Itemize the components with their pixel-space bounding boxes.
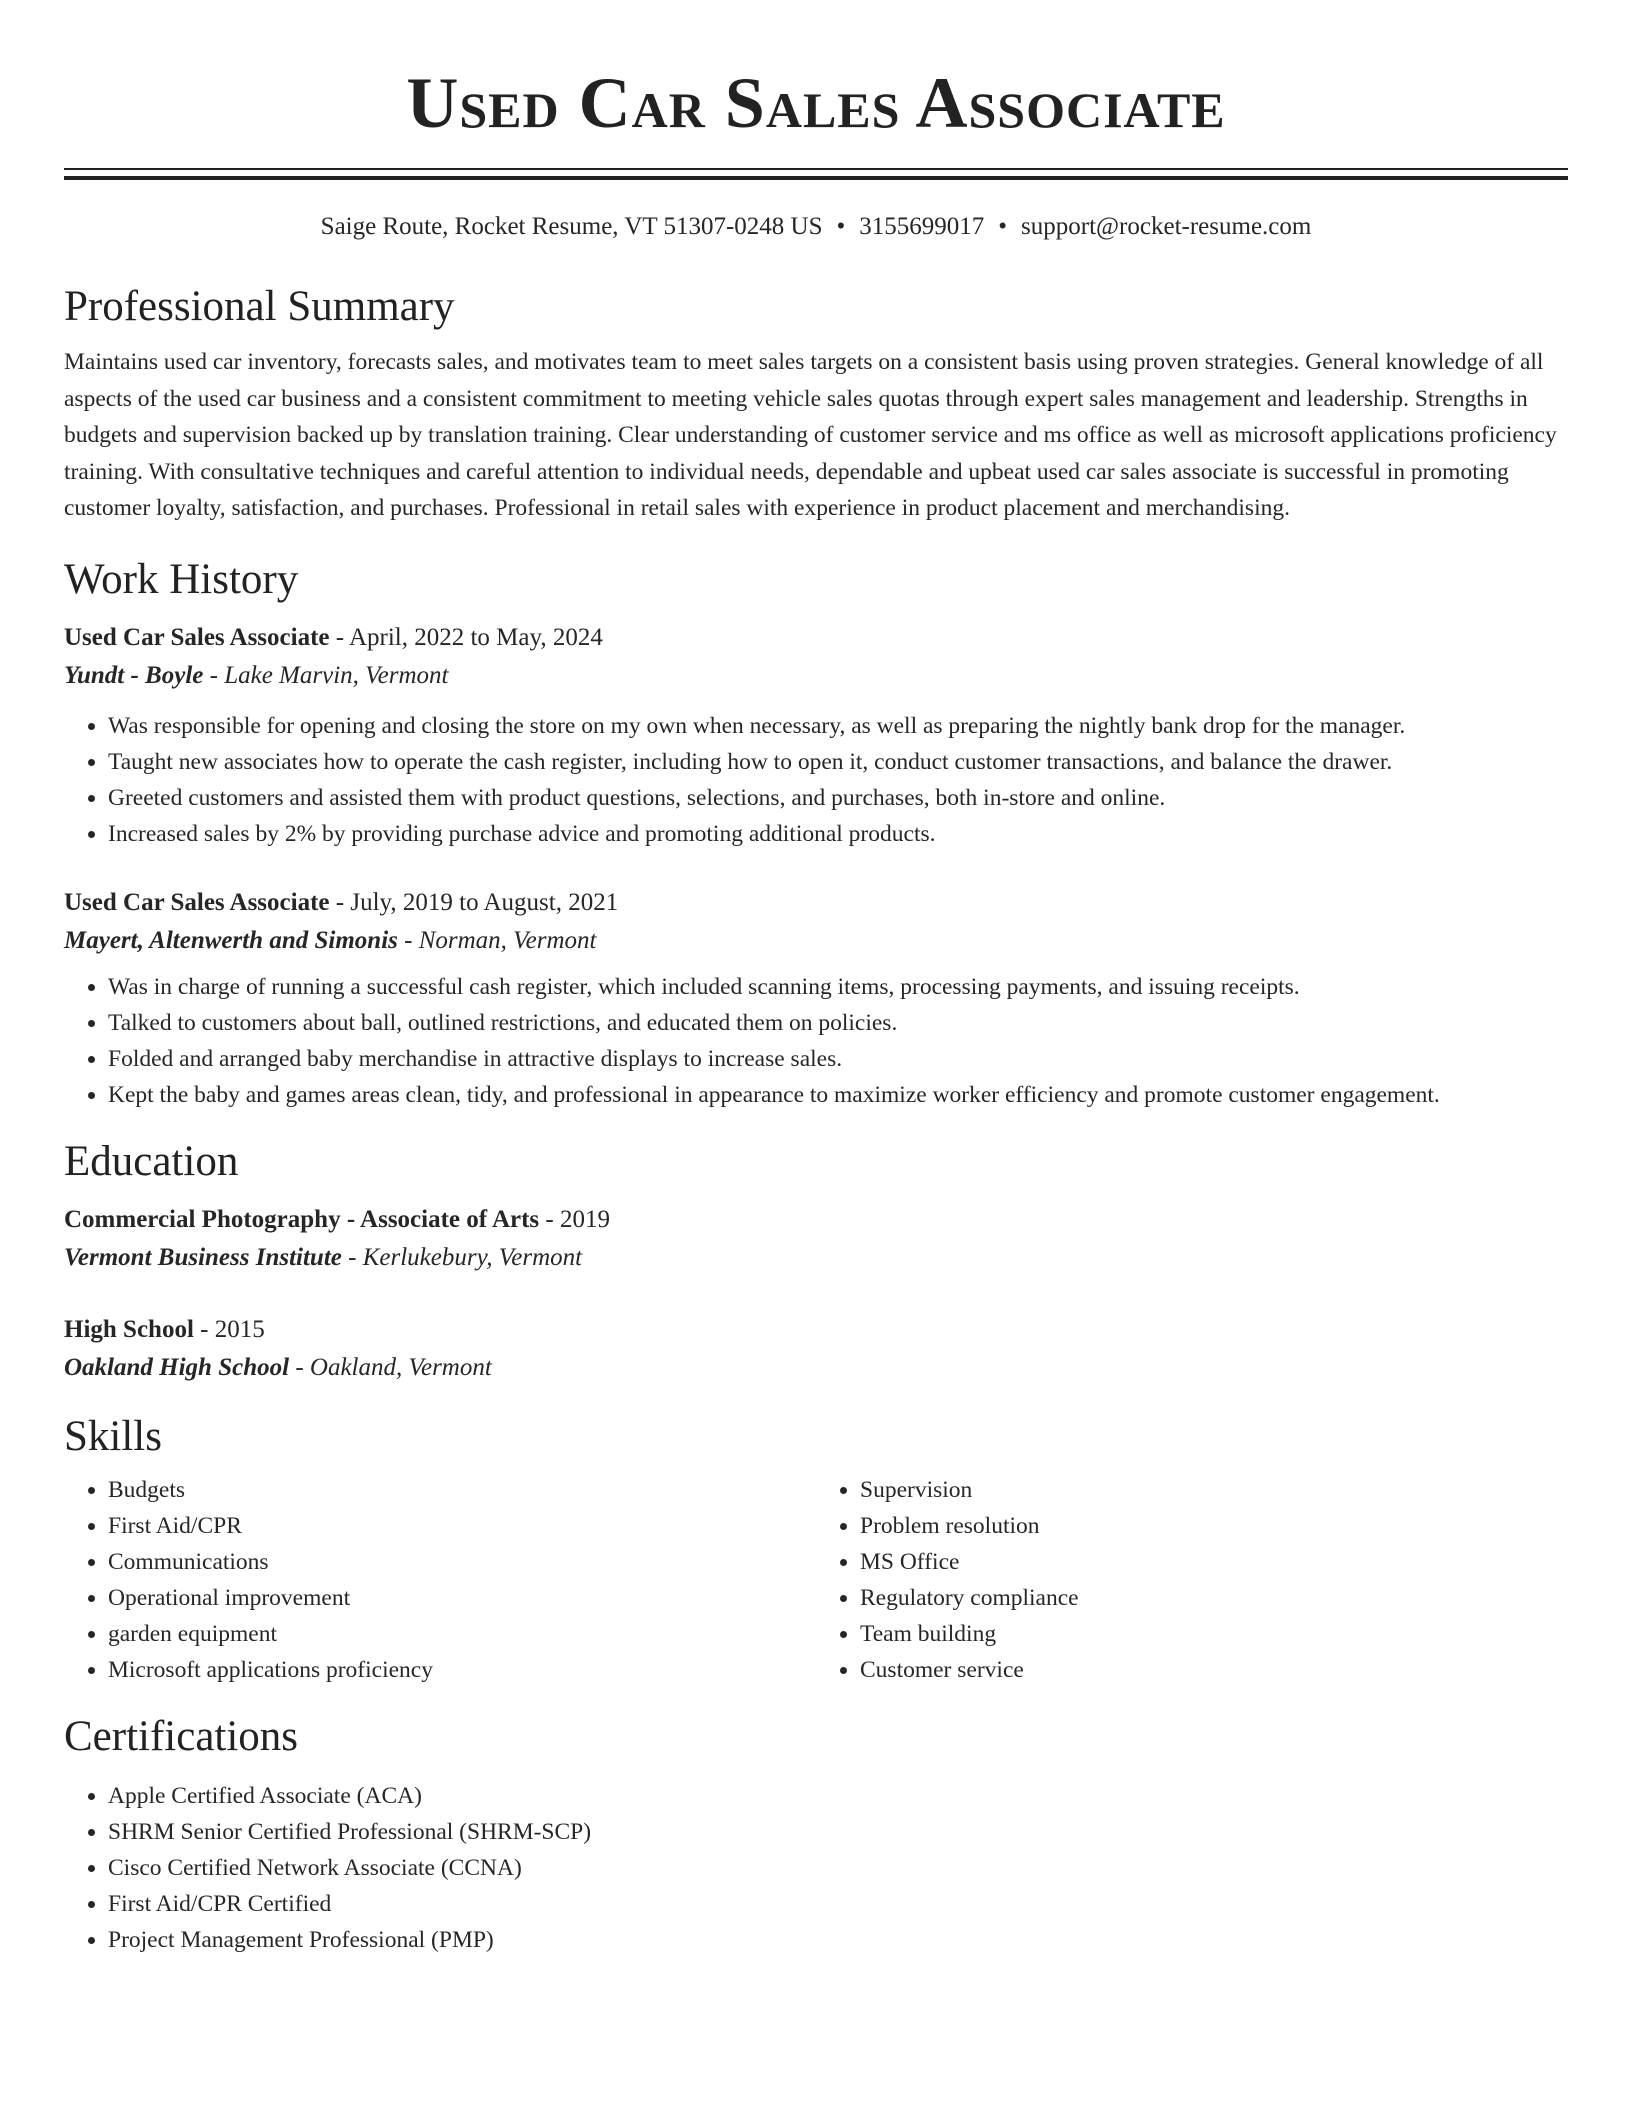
job-duty: • Kept the baby and games areas clean, tidy, and professional in appearance to maximize worker efficiency and promote customer engagement. — [108, 1077, 1568, 1113]
certification-item: • First Aid/CPR Certified — [108, 1886, 1568, 1922]
job-duty: • Taught new associates how to operate the cash register, including how to open it, conduct customer transactions, and balance the drawer. — [108, 744, 1568, 780]
job-role: Used Car Sales Associate — [64, 888, 330, 916]
job-duty: • Was in charge of running a successful cash register, which included scanning items, processing payments, and issuing receipts. — [108, 969, 1568, 1005]
job-dates: - July, 2019 to August, 2021 — [329, 888, 619, 916]
certification-item: • Cisco Certified Network Associate (CCNA) — [108, 1850, 1568, 1886]
contact-phone: 3155699017 — [859, 213, 985, 240]
skills-heading: Skills — [64, 1412, 162, 1460]
skill-item: • MS Office — [860, 1544, 1568, 1580]
certifications-heading: Certifications — [64, 1712, 299, 1760]
job-duty: • Greeted customers and assisted them with product questions, selections, and purchases, both in-store and online. — [108, 780, 1568, 816]
certification-item: • Apple Certified Associate (ACA) — [108, 1778, 1568, 1814]
job-header — [64, 884, 1568, 921]
skills-section — [64, 1410, 1568, 1688]
certifications-list — [64, 1778, 1568, 1958]
skill-item: • Communications — [108, 1544, 816, 1580]
skill-item: • Budgets — [108, 1472, 816, 1508]
job-header — [64, 619, 1568, 656]
education-header — [64, 1311, 1568, 1348]
job-employer — [64, 921, 1568, 961]
contact-line — [64, 212, 1568, 242]
skill-item: • garden equipment — [108, 1616, 816, 1652]
education-school-line — [64, 1238, 1568, 1278]
job-role: Used Car Sales Associate — [64, 623, 330, 651]
education-school: Oakland High School — [64, 1353, 290, 1381]
skill-item: • Supervision — [860, 1472, 1568, 1508]
title-divider-thin — [64, 168, 1568, 170]
skills-columns — [64, 1472, 1568, 1688]
skill-item: • Operational improvement — [108, 1580, 816, 1616]
job-duty: • Was responsible for opening and closing the store on my own when necessary, as well as preparing the nightly bank drop for the manager. — [108, 708, 1568, 744]
education-location: - Kerlukebury, Vermont — [341, 1243, 583, 1271]
work-history-section — [64, 553, 1568, 1113]
summary-text: Maintains used car inventory, forecasts sales, and motivates team to meet sales targets on a consistent basis using proven strategies. General knowledge of all aspects of the used car business and a consistent commitment to meeting vehicle sales quotas through expert sales management and leadership. Strengths in budgets and supervision backed up by translation training. Clear understanding of customer service and ms office as well as microsoft applications proficiency training. With consultative techniques and careful attention to individual needs, dependable and upbeat used car sales associate is successful in promoting customer loyalty, satisfaction, and purchases. Professional in retail sales with experience in product placement and merchandising. — [64, 349, 1557, 521]
skill-item: • Regulatory compliance — [860, 1580, 1568, 1616]
education-degree: Commercial Photography - Associate of Arts — [64, 1205, 540, 1233]
job-duty: • Talked to customers about ball, outlined restrictions, and educated them on policies. — [108, 1005, 1568, 1041]
education-entry — [64, 1201, 1568, 1278]
job-dates: - April, 2022 to May, 2024 — [329, 623, 603, 651]
education-header — [64, 1201, 1568, 1238]
education-school-line — [64, 1348, 1568, 1388]
skill-item: • Microsoft applications proficiency — [108, 1652, 816, 1688]
contact-separator: • — [836, 213, 846, 240]
skill-item: • Team building — [860, 1616, 1568, 1652]
title-divider-thick — [64, 176, 1568, 180]
job-entry — [64, 884, 1568, 1113]
skill-item: • Problem resolution — [860, 1508, 1568, 1544]
contact-separator: • — [998, 213, 1008, 240]
job-duty: • Folded and arranged baby merchandise in attractive displays to increase sales. — [108, 1041, 1568, 1077]
skill-item: • Customer service — [860, 1652, 1568, 1688]
certification-item: • Project Management Professional (PMP) — [108, 1922, 1568, 1958]
contact-email: support@rocket-resume.com — [1021, 213, 1312, 240]
education-heading: Education — [64, 1137, 239, 1185]
certifications-section — [64, 1710, 1568, 1958]
education-year: - 2015 — [193, 1315, 265, 1343]
education-school: Vermont Business Institute — [64, 1243, 342, 1271]
education-location: - Oakland, Vermont — [289, 1353, 492, 1381]
certification-item: • SHRM Senior Certified Professional (SHRM-SCP) — [108, 1814, 1568, 1850]
summary-heading: Professional Summary — [64, 283, 455, 330]
education-degree: High School — [64, 1315, 194, 1343]
education-section — [64, 1135, 1568, 1388]
resume-title: Used Car Sales Associate — [406, 63, 1226, 143]
education-year: - 2019 — [539, 1205, 610, 1233]
education-entry — [64, 1311, 1568, 1388]
job-entry — [64, 619, 1568, 852]
job-location: - Norman, Vermont — [397, 926, 597, 954]
job-duty: • Increased sales by 2% by providing purchase advice and promoting additional products. — [108, 816, 1568, 852]
job-duties-list — [64, 969, 1568, 1113]
skills-list-right — [816, 1472, 1568, 1688]
skill-item: • First Aid/CPR — [108, 1508, 816, 1544]
skills-list-left — [64, 1472, 816, 1688]
job-location: - Lake Marvin, Vermont — [203, 661, 449, 689]
job-duties-list — [64, 708, 1568, 852]
contact-address: Saige Route, Rocket Resume, VT 51307-0248 US — [320, 213, 823, 240]
work-history-heading: Work History — [64, 555, 299, 603]
job-company: Yundt - Boyle — [64, 661, 204, 689]
job-company: Mayert, Altenwerth and Simonis — [64, 926, 398, 954]
job-employer — [64, 656, 1568, 696]
summary-section — [64, 280, 1568, 527]
